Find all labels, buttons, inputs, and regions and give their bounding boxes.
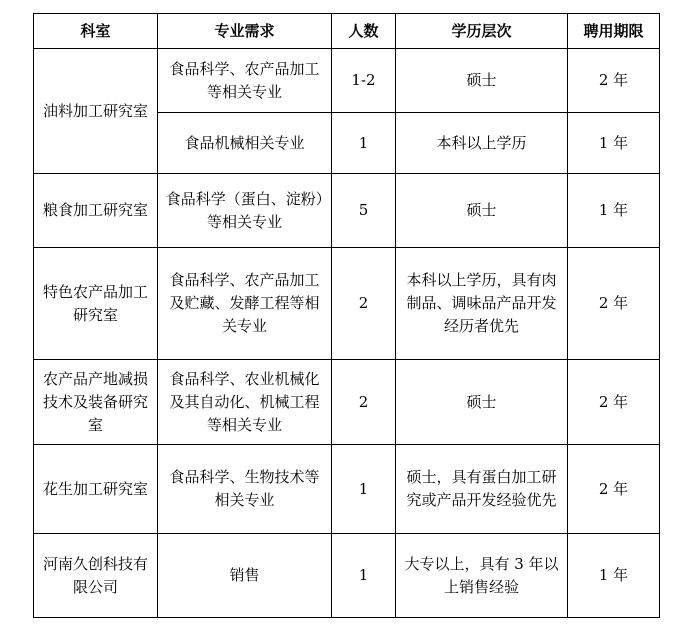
major-cell: 食品机械相关专业 <box>158 113 332 174</box>
count-cell: 1-2 <box>332 49 396 113</box>
term-cell: 2 年 <box>568 360 660 445</box>
table-row <box>34 174 660 248</box>
dept-cell: 花生加工研究室 <box>34 445 158 534</box>
header-major: 专业需求 <box>158 14 332 49</box>
term-cell: 1 年 <box>568 534 660 618</box>
table-row <box>34 445 660 534</box>
education-cell: 硕士，具有蛋白加工研究或产品开发经验优先 <box>396 445 568 534</box>
major-cell: 食品科学（蛋白、淀粉）等相关专业 <box>158 174 332 248</box>
education-cell: 硕士 <box>396 49 568 113</box>
count-cell: 5 <box>332 174 396 248</box>
dept-cell: 农产品产地减损技术及装备研究室 <box>34 360 158 445</box>
major-cell: 食品科学、生物技术等相关专业 <box>158 445 332 534</box>
term-cell: 1 年 <box>568 113 660 174</box>
dept-cell: 河南久创科技有限公司 <box>34 534 158 618</box>
header-dept: 科室 <box>34 14 158 49</box>
education-cell: 本科以上学历 <box>396 113 568 174</box>
table-row <box>34 49 660 113</box>
count-cell: 1 <box>332 445 396 534</box>
major-cell: 销售 <box>158 534 332 618</box>
major-cell: 食品科学、农产品加工及贮藏、发酵工程等相关专业 <box>158 248 332 360</box>
dept-cell: 油料加工研究室 <box>34 49 158 174</box>
header-education: 学历层次 <box>396 14 568 49</box>
term-cell: 1 年 <box>568 174 660 248</box>
header-term: 聘用期限 <box>568 14 660 49</box>
term-cell: 2 年 <box>568 248 660 360</box>
header-count: 人数 <box>332 14 396 49</box>
count-cell: 1 <box>332 534 396 618</box>
term-cell: 2 年 <box>568 49 660 113</box>
major-cell: 食品科学、农业机械化及其自动化、机械工程等相关专业 <box>158 360 332 445</box>
education-cell: 硕士 <box>396 174 568 248</box>
count-cell: 2 <box>332 248 396 360</box>
major-cell: 食品科学、农产品加工等相关专业 <box>158 49 332 113</box>
education-cell: 硕士 <box>396 360 568 445</box>
dept-cell: 粮食加工研究室 <box>34 174 158 248</box>
count-cell: 1 <box>332 113 396 174</box>
term-cell: 2 年 <box>568 445 660 534</box>
header-row <box>34 14 660 49</box>
table-row <box>34 248 660 360</box>
education-cell: 大专以上，具有 3 年以上销售经验 <box>396 534 568 618</box>
table-row <box>34 534 660 618</box>
table-row <box>34 360 660 445</box>
dept-cell: 特色农产品加工研究室 <box>34 248 158 360</box>
count-cell: 2 <box>332 360 396 445</box>
education-cell: 本科以上学历，具有肉制品、调味品产品开发经历者优先 <box>396 248 568 360</box>
recruitment-table <box>33 13 660 618</box>
